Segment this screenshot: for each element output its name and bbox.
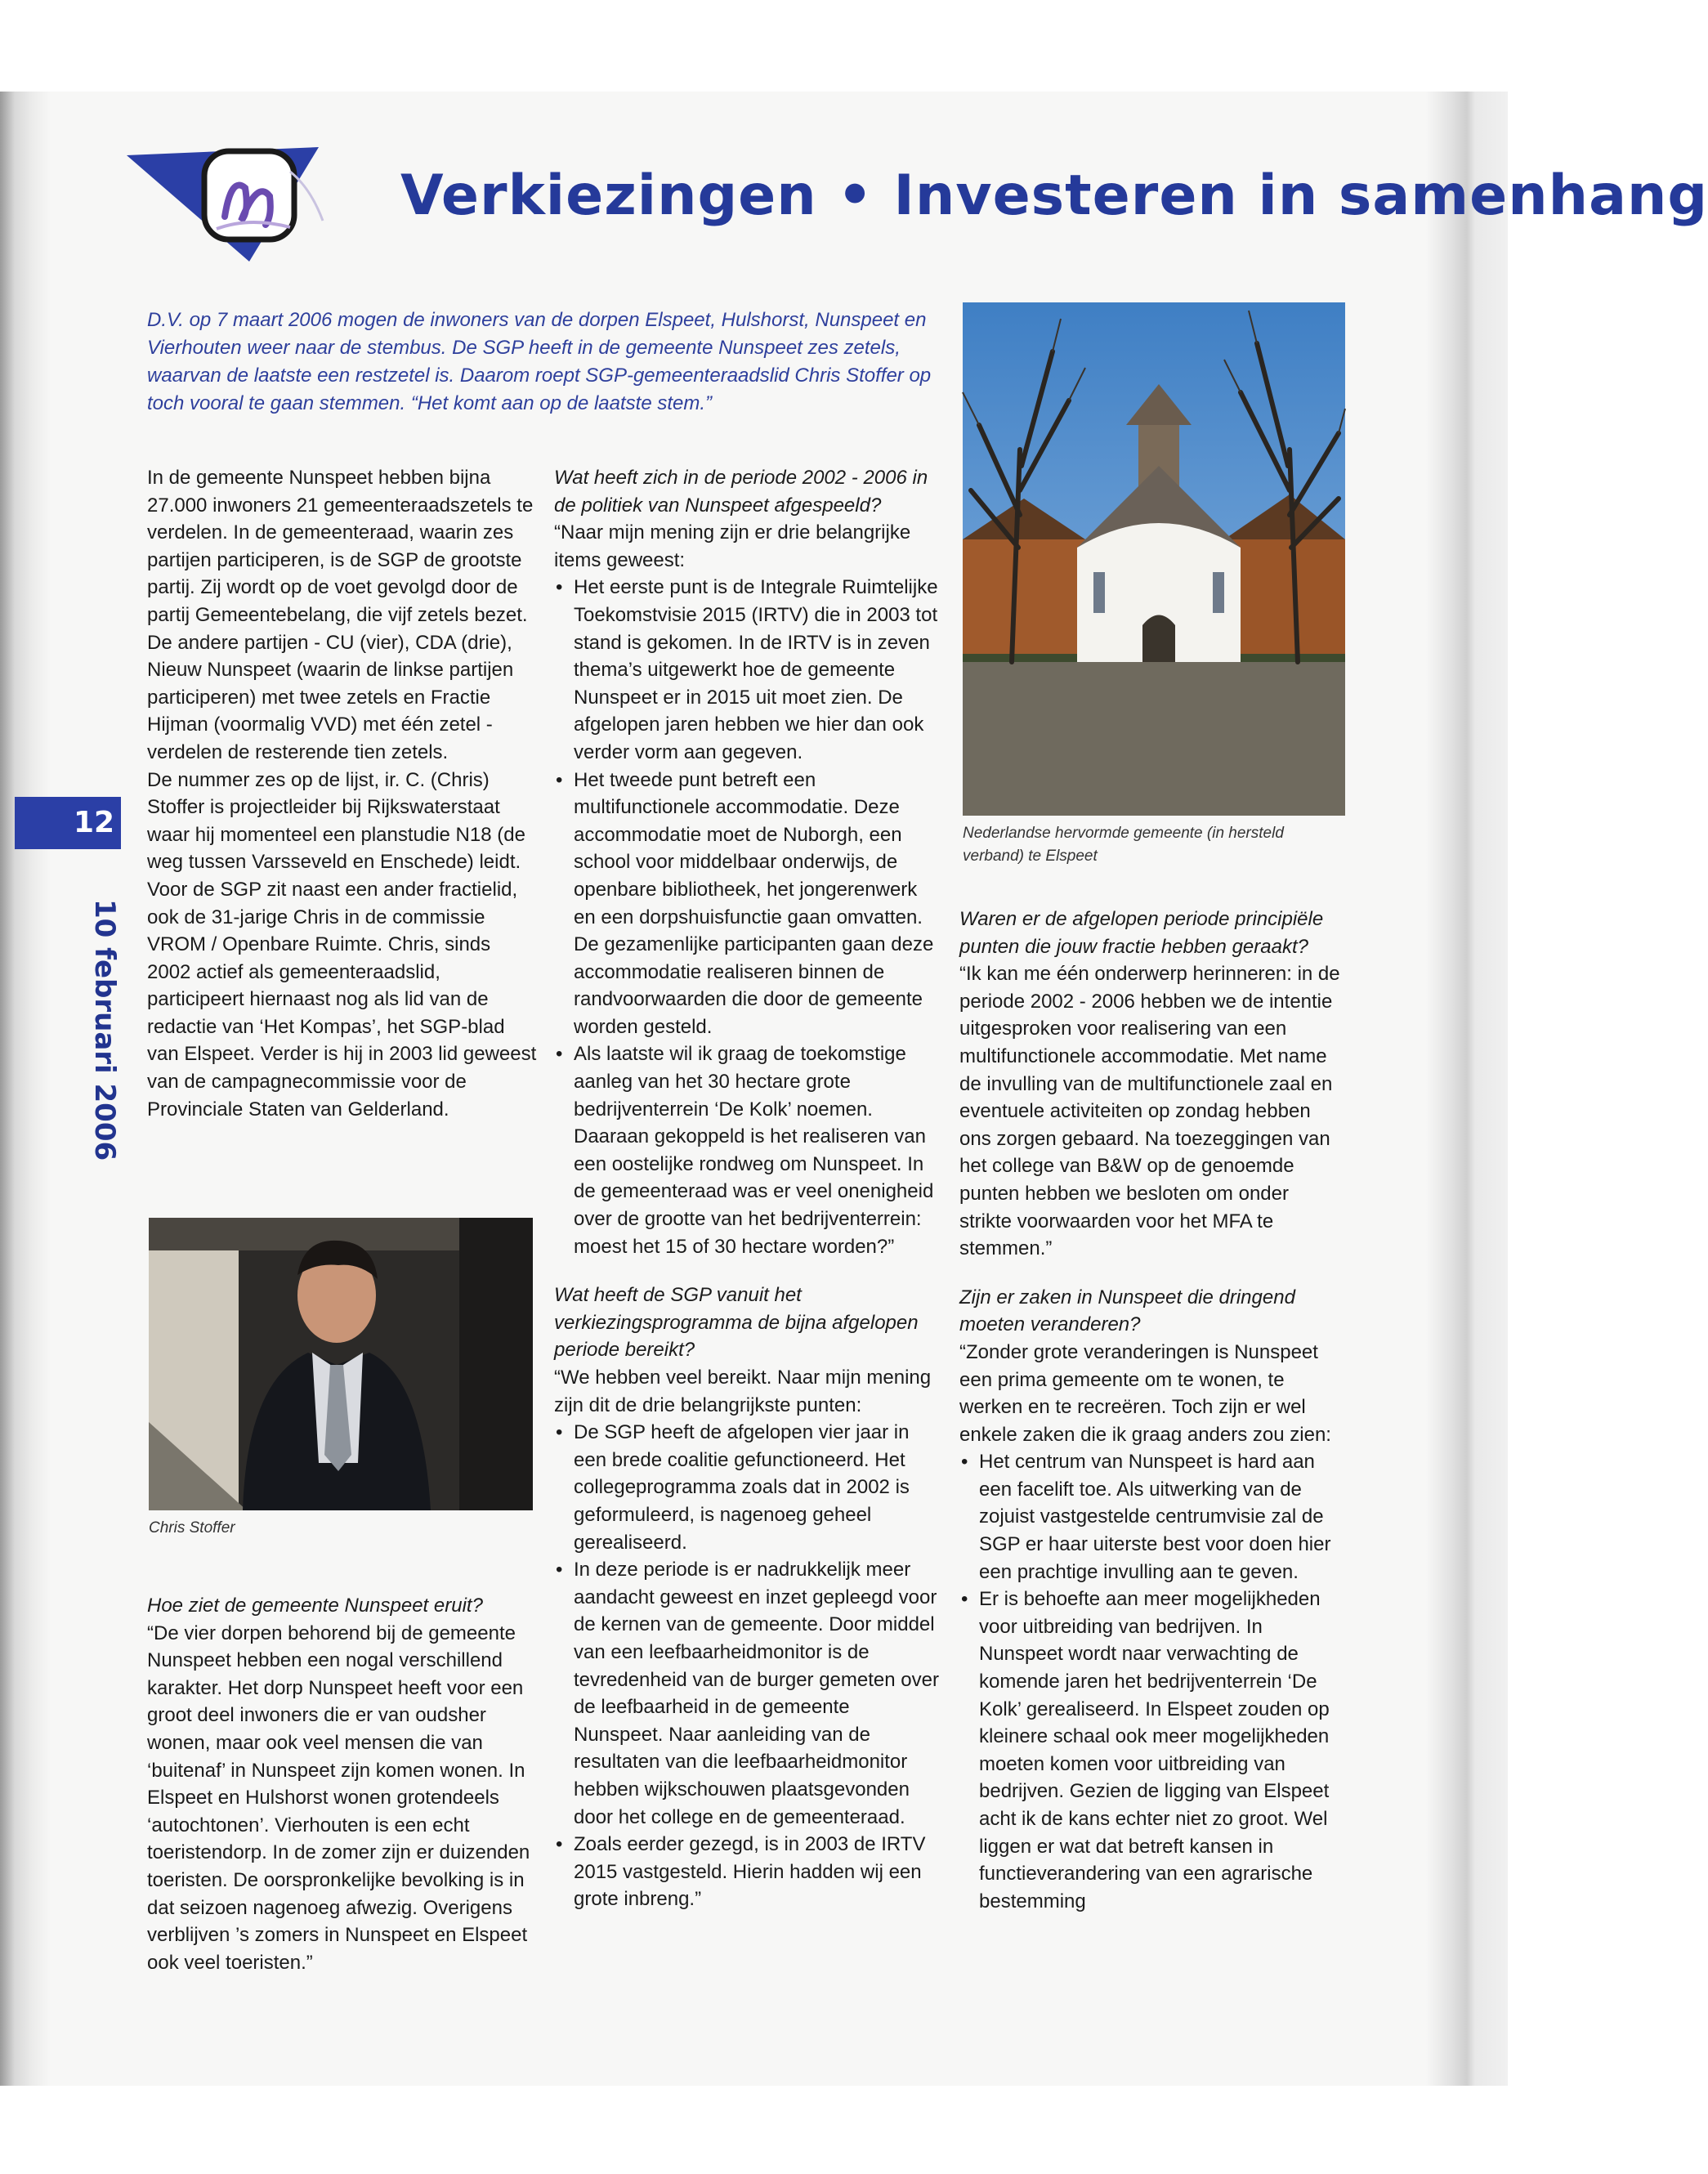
- article-title: Verkiezingen • Investeren in samenhang: [400, 163, 1708, 228]
- next-page-edge: [1426, 92, 1508, 2086]
- question: Hoe ziet de gemeente Nunspeet eruit?: [147, 1595, 483, 1617]
- photo-church-elspeet: [963, 302, 1345, 816]
- answer-intro: “Naar mijn mening zijn er drie belangrijke items geweest:: [554, 521, 911, 571]
- list-item: • Het tweede punt betreft een multifunctionele accommodatie. Deze accommodatie moet de Nuborgh, een school voor middelbaar onderwijs, de openbare bibliotheek, het jongerenwerk en een dorpshuisfunctie gaan omvatten. De gezamenlijke participanten gaan deze accommodatie realiseren binnen de randvoorwaarden die door de gemeente worden gesteld.: [554, 767, 941, 1041]
- photo-chris-stoffer: [149, 1218, 533, 1510]
- question: Waren er de afgelopen periode principiële punten die jouw fractie hebben geraakt?: [959, 908, 1324, 958]
- paragraph: In de gemeente Nunspeet hebben bijna 27.000 inwoners 21 gemeenteraadszetels te verdelen. In de gemeenteraad, waarin zes partijen participeren, is de SGP de grootste partij. Zij wordt op de voet gevolgd door de partij Gemeentebelang, die vijf zetels bezet. De andere partijen - CU (vier), CDA (drie), Nieuw Nunspeet (waarin de linkse partijen participeren) met twee zetels en Fractie Hijman (voormalig VVD) met één zetel - verdelen de resterende tien zetels.: [147, 467, 534, 763]
- list-item: • De SGP heeft de afgelopen vier jaar in een brede coalitie gefunctioneerd. Het collegeprogramma zoals dat in 2002 is geformuleerd, is nagenoeg geheel gerealiseerd.: [554, 1419, 941, 1556]
- column-1: [147, 464, 538, 1123]
- answer-intro: “Zonder grote veranderingen is Nunspeet een prima gemeente om te wonen, te werken en te recreëren. Toch zijn er wel enkele zaken die ik graag anders zou zien:: [959, 1340, 1331, 1446]
- list-item: • In deze periode is er nadrukkelijk meer aandacht geweest en inzet gepleegd voor de kernen van de gemeente. Door middel van een leefbaarheidmonitor is de tevredenheid van de burger gemeten over de leefbaarheid in de gemeente Nunspeet. Naar aanleiding van de resultaten van die leefbaarheidmonitor hebben wijkschouwen plaatsgevonden door het college en de gemeenteraad.: [554, 1556, 941, 1831]
- answer: “De vier dorpen behorend bij de gemeente Nunspeet hebben een nogal verschillend karakter. Het dorp Nunspeet heeft voor een groot deel inwoners die er van oudsher wonen, maar ook veel mensen die van ‘buitenaf’ in Nunspeet zijn komen wonen. In Elspeet en Hulshorst wonen grotendeels ‘autochtonen’. Vierhouten is een echt toeristendorp. In de zomer zijn er duizenden toeristen. De oorspronkelijke bevolking is in dat seizoen nagenoeg afwezig. Overigens verblijven ’s zomers in Nunspeet en Elspeet ook veel toeristen.”: [147, 1622, 530, 1974]
- answer-list: [554, 574, 941, 1260]
- answer-intro: “We hebben veel bereikt. Naar mijn mening zijn dit de drie belangrijkste punten:: [554, 1367, 932, 1416]
- column-1-continued: [147, 1592, 538, 1976]
- column-3: [959, 906, 1345, 1915]
- list-item: • Er is behoefte aan meer mogelijkheden voor uitbreiding van bedrijven. In Nunspeet wordt naar verwachting de komende jaren het bedrijventerrein ‘De Kolk’ gerealiseerd. In Elspeet zouden op kleinere schaal ook meer mogelijkheden moeten komen voor uitbreiding van bedrijven. Gezien de ligging van Elspeet acht ik de kans echter niet zo groot. Wel liggen er wat dat betreft kansen in functieverandering van een agrarische bestemming: [959, 1586, 1345, 1915]
- photo-caption: Chris Stoffer: [149, 1519, 235, 1537]
- page-binding-shadow: [0, 92, 51, 2086]
- question: Wat heeft zich in de periode 2002 - 2006 in de politiek van Nunspeet afgespeeld?: [554, 467, 928, 517]
- answer: “Ik kan me één onderwerp herinneren: in de periode 2002 - 2006 hebben we de intentie uitgesproken voor realisering van een multifunctionele accommodatie. Met name de invulling van de multifunctionele zaal en eventuele activiteiten op zondag hebben ons zorgen gebaard. Na toezeggingen van het college van B&W op de genoemde punten hebben we besloten om onder strikte voorwaarden voor het MFA te stemmen.”: [959, 963, 1340, 1260]
- list-item: • Het eerste punt is de Integrale Ruimtelijke Toekomstvisie 2015 (IRTV) die in 2003 tot stand is gekomen. In de IRTV is in zeven thema’s uitgewerkt hoe de gemeente Nunspeet er in 2015 uit moet zien. De afgelopen jaren hebben we hier dan ook verder vorm aan gegeven.: [554, 574, 941, 766]
- answer-list: [959, 1448, 1345, 1915]
- question: Zijn er zaken in Nunspeet die dringend moeten veranderen?: [959, 1286, 1295, 1336]
- paragraph: De nummer zes op de lijst, ir. C. (Chris) Stoffer is projectleider bij Rijkswaterstaat waar hij momenteel een planstudie N18 (de weg tussen Varsseveld en Enschede) leidt. Voor de SGP zit naast een ander fractielid, ook de 31-jarige Chris in de commissie VROM / Openbare Ruimte. Chris, sinds 2002 actief als gemeenteraadslid, participeert hiernaast nog als lid van de redactie van ‘Het Kompas’, het SGP-blad van Elspeet. Verder is hij in 2003 lid geweest van de campagnecommissie voor de Provinciale Staten van Gelderland.: [147, 768, 537, 1121]
- page-number: 12: [74, 806, 115, 839]
- intro-paragraph: D.V. op 7 maart 2006 mogen de inwoners van de dorpen Elspeet, Hulshorst, Nunspeet en Vierhouten weer naar de stembus. De SGP heeft in de gemeente Nunspeet zes zetels, waarvan de laatste een restzetel is. Daarom roept SGP-gemeenteraadslid Chris Stoffer op toch vooral te gaan stemmen. “Het komt aan op de laatste stem.”: [147, 309, 932, 414]
- photo-caption: Nederlandse hervormde gemeente (in hersteld verband) te Elspeet: [963, 825, 1284, 865]
- answer-list: [554, 1419, 941, 1913]
- vn-logo-icon: [127, 139, 347, 270]
- issue-date: 10 februari 2006: [88, 899, 121, 1161]
- list-item: • Als laatste wil ik graag de toekomstige aanleg van het 30 hectare grote bedrijventerrein ‘De Kolk’ noemen. Daaraan gekoppeld is het realiseren van een oostelijke rondweg om Nunspeet. In de gemeenteraad was er veel onenigheid over de grootte van het bedrijventerrein: moest het 15 of 30 hectare worden?”: [554, 1040, 941, 1260]
- column-2: [554, 464, 941, 1913]
- question: Wat heeft de SGP vanuit het verkiezingsprogramma de bijna afgelopen periode bereikt?: [554, 1284, 919, 1362]
- list-item: • Zoals eerder gezegd, is in 2003 de IRTV 2015 vastgesteld. Hierin hadden wij een grote inbreng.”: [554, 1831, 941, 1913]
- list-item: • Het centrum van Nunspeet is hard aan een facelift toe. Als uitwerking van de zojuist vastgestelde centrumvisie zal de SGP er haar uiterste best voor doen hier een prachtige invulling aan te geven.: [959, 1448, 1345, 1586]
